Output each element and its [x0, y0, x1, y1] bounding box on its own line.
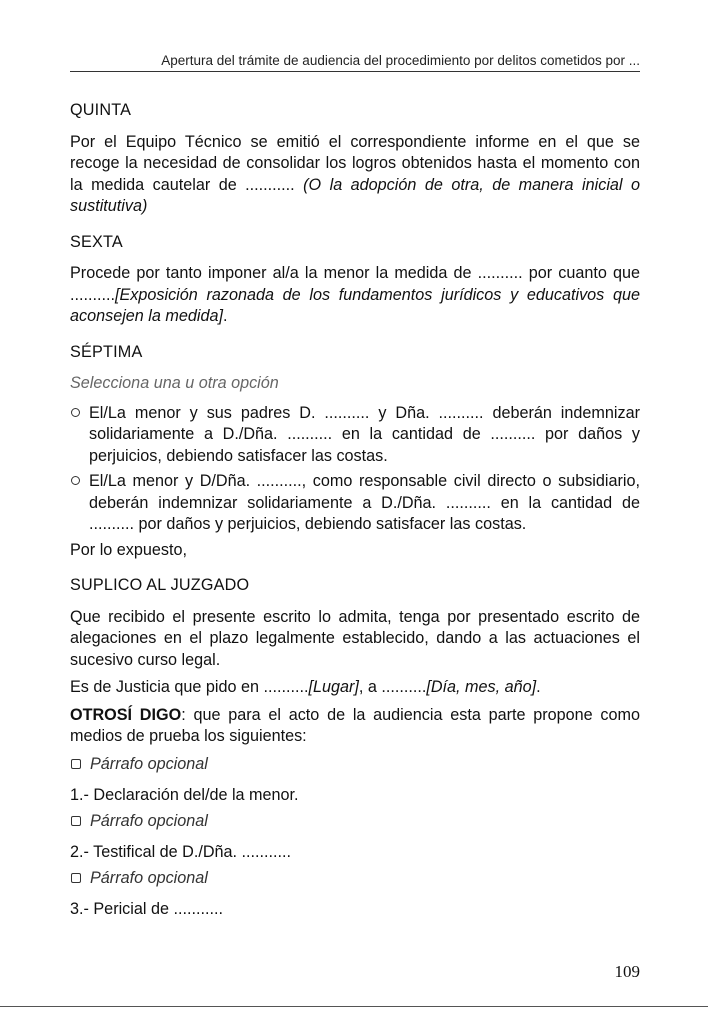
otrosi-paragraph — [70, 705, 640, 748]
quinta-italic-note: (O la adopción de otra, de manera inicial o sustitutiva) — [70, 175, 640, 215]
option-list — [70, 403, 640, 536]
running-header: Apertura del trámite de audiencia del procedimiento por delitos cometidos por ... — [161, 53, 640, 68]
checkbox-icon[interactable] — [71, 759, 81, 769]
radio-circle-icon[interactable] — [71, 408, 80, 417]
checkbox-icon[interactable] — [71, 816, 81, 826]
sexta-paragraph — [70, 263, 640, 328]
closing-line: Por lo expuesto, — [70, 540, 187, 559]
optional-paragraph-checkbox[interactable] — [70, 868, 640, 890]
evidence-item: 3.- Pericial de ........... — [70, 900, 223, 918]
optional-paragraph-checkbox[interactable] — [70, 811, 640, 833]
evidence-item: 2.- Testifical de D./Dña. ........... — [70, 843, 292, 861]
header-divider — [70, 71, 640, 72]
justicia-end: . — [536, 678, 541, 696]
radio-circle-icon[interactable] — [71, 476, 80, 485]
quinta-paragraph — [70, 132, 640, 218]
sexta-italic-note: [Exposición razonada de los fundamentos jurídicos y educativos que aconsejen la medida] — [70, 285, 640, 325]
justicia-line — [70, 677, 640, 699]
optional-paragraph-label: Párrafo opcional — [90, 868, 208, 887]
otrosi-text: : que para el acto de la audiencia esta parte propone como medios de prueba los siguientes: — [70, 705, 640, 745]
section-heading-quinta: QUINTA — [70, 101, 132, 119]
sexta-end: . — [222, 307, 228, 325]
suplico-paragraph: Que recibido el presente escrito lo admita, tenga por presentado escrito de alegaciones en el plazo legalmente establecido, dando a las actuaciones el sucesivo curso legal. — [70, 607, 640, 669]
optional-paragraph-label: Párrafo opcional — [90, 811, 208, 830]
optional-paragraph-label: Párrafo opcional — [90, 754, 208, 773]
section-heading-sexta: SEXTA — [70, 232, 123, 251]
section-heading-suplico: SUPLICO AL JUZGADO — [70, 576, 250, 594]
optional-paragraph-checkbox[interactable] — [70, 754, 640, 776]
page-number: 109 — [614, 962, 640, 981]
option-text: El/La menor y D/Dña. .........., como responsable civil directo o subsidiario, deberán indemnizar solidariamente a D./Dña. .......... en la cantidad de .......... por daños y perjuicios, debiendo satisfacer las costas. — [89, 472, 640, 533]
fecha-placeholder: [Día, mes, año] — [426, 678, 537, 696]
lugar-placeholder: [Lugar] — [308, 678, 359, 696]
document-body — [70, 100, 640, 925]
evidence-item: 1.- Declaración del/de la menor. — [70, 786, 299, 804]
justicia-text-2: , a .......... — [358, 678, 427, 696]
section-heading-septima: SÉPTIMA — [70, 342, 143, 361]
option-instruction: Selecciona una u otra opción — [70, 374, 279, 392]
page-bottom-edge — [0, 1006, 708, 1007]
sexta-text: Procede por tanto imponer al/a la menor la medida de .......... por cuanto que .......... — [70, 264, 640, 304]
otrosi-label: OTROSÍ DIGO — [70, 705, 182, 724]
option-item[interactable] — [70, 403, 640, 468]
option-text: El/La menor y sus padres D. .......... y Dña. .......... deberán indemnizar solidariamente a D./Dña. .......... en la cantidad de .......... por daños y perjuicios, debiendo satisfacer las costas. — [89, 403, 640, 465]
justicia-text: Es de Justicia que pido en .......... — [70, 678, 309, 696]
option-item[interactable] — [70, 471, 640, 536]
checkbox-icon[interactable] — [71, 873, 81, 883]
quinta-text: Por el Equipo Técnico se emitió el correspondiente informe en el que se recoge la necesidad de consolidar los logros obtenidos hasta el momento con la medida cautelar de ........... — [70, 132, 640, 194]
